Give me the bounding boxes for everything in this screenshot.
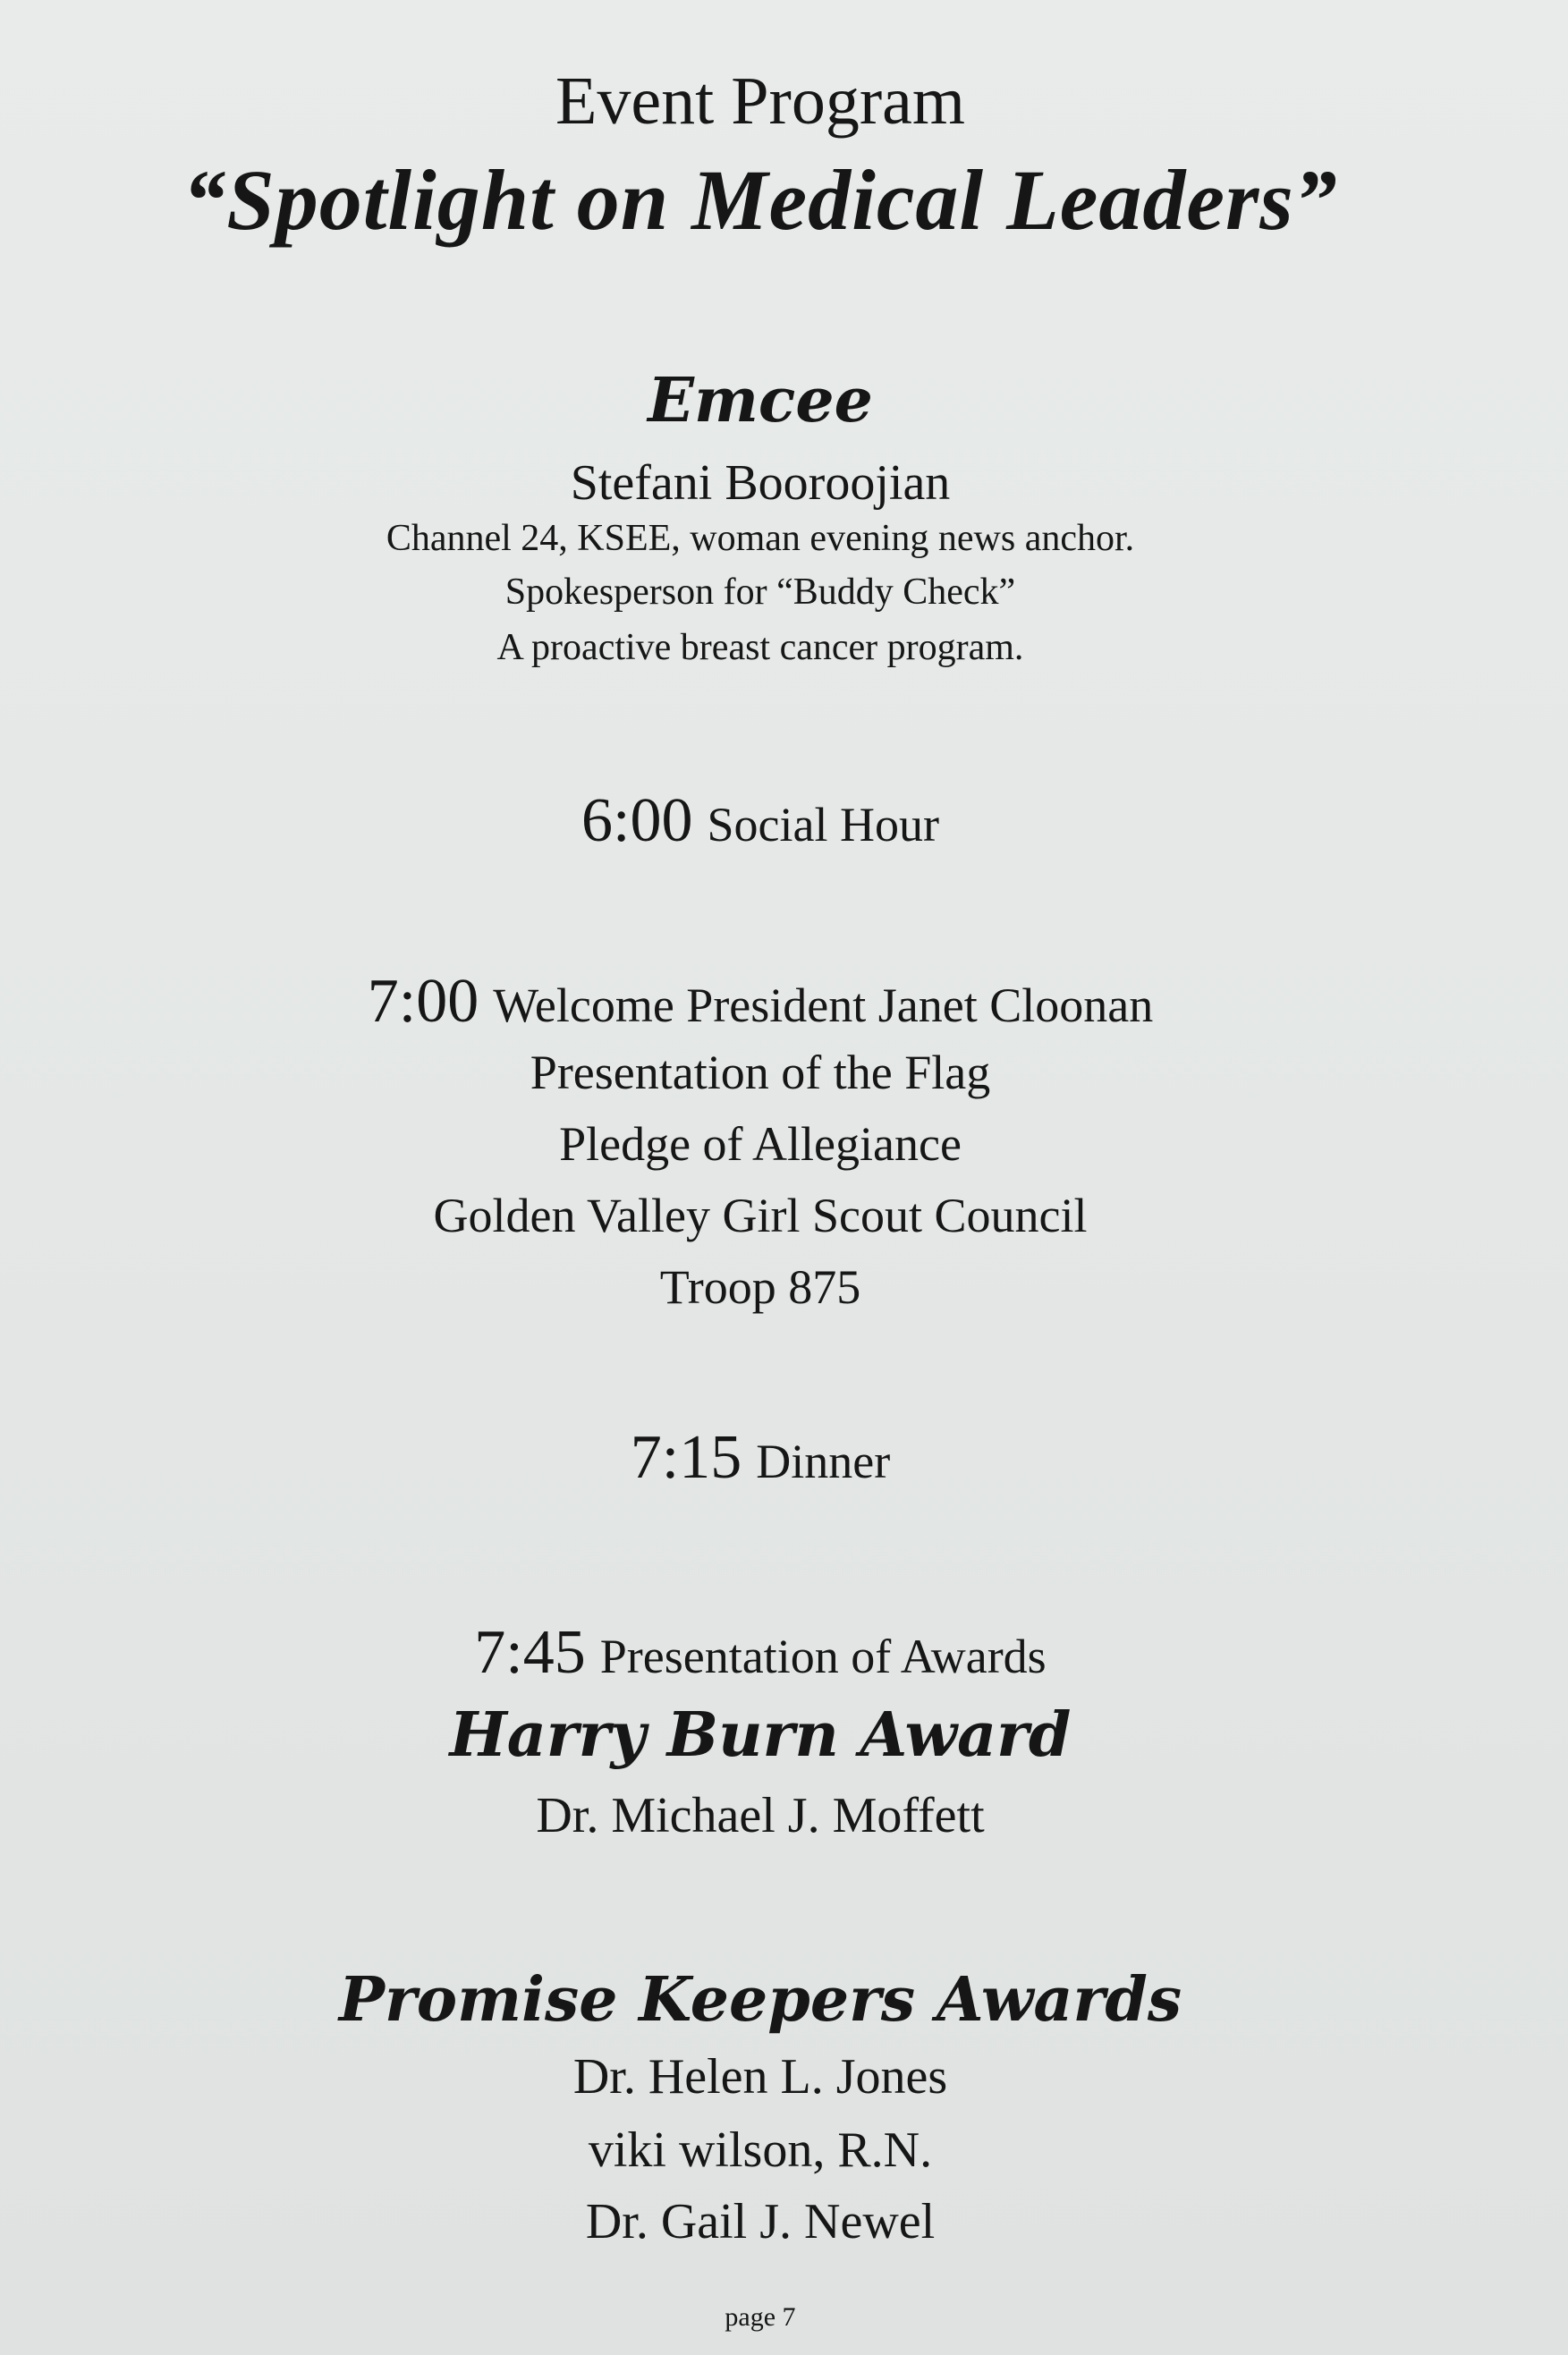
award-recipient: Dr. Helen L. Jones <box>572 2049 948 2105</box>
emcee-description-line: Channel 24, KSEE, woman evening news anchor. <box>386 518 1135 559</box>
schedule-detail: Presentation of the Flag <box>530 1046 991 1099</box>
page-title: Event Program <box>555 64 965 139</box>
schedule-item-dinner <box>0 1422 1521 1494</box>
schedule-time: 6:00 <box>581 786 693 855</box>
award-recipient: Dr. Michael J. Moffett <box>536 1788 985 1843</box>
emcee-heading: Emcee <box>648 365 873 436</box>
event-subtitle: “Spotlight on Medical Leaders” <box>182 152 1338 248</box>
award-recipient: Dr. Gail J. Newel <box>585 2194 936 2249</box>
schedule-label: Presentation of Awards <box>599 1630 1047 1683</box>
award-heading-promise-keepers: Promise Keepers Awards <box>338 1964 1182 2036</box>
schedule-time: 7:15 <box>630 1423 742 1492</box>
schedule-label: Social Hour <box>707 798 939 851</box>
page-number: page 7 <box>725 2302 796 2332</box>
schedule-detail: Golden Valley Girl Scout Council <box>433 1189 1088 1242</box>
schedule-item-welcome <box>0 966 1521 1038</box>
schedule-time: 7:45 <box>474 1618 586 1687</box>
schedule-detail: Troop 875 <box>659 1260 861 1314</box>
schedule-label: Welcome President Janet Cloonan <box>493 978 1154 1032</box>
schedule-item-social-hour <box>0 785 1521 857</box>
schedule-label: Dinner <box>756 1435 891 1488</box>
emcee-name: Stefani Booroojian <box>570 455 951 511</box>
award-heading-harry-burn: Harry Burn Award <box>449 1699 1072 1771</box>
schedule-time: 7:00 <box>367 967 479 1036</box>
emcee-description-line: A proactive breast cancer program. <box>496 627 1024 668</box>
schedule-item-awards <box>0 1617 1521 1689</box>
emcee-description-line: Spokesperson for “Buddy Check” <box>504 572 1016 613</box>
award-recipient: viki wilson, R.N. <box>588 2122 933 2178</box>
schedule-detail: Pledge of Allegiance <box>559 1117 962 1171</box>
